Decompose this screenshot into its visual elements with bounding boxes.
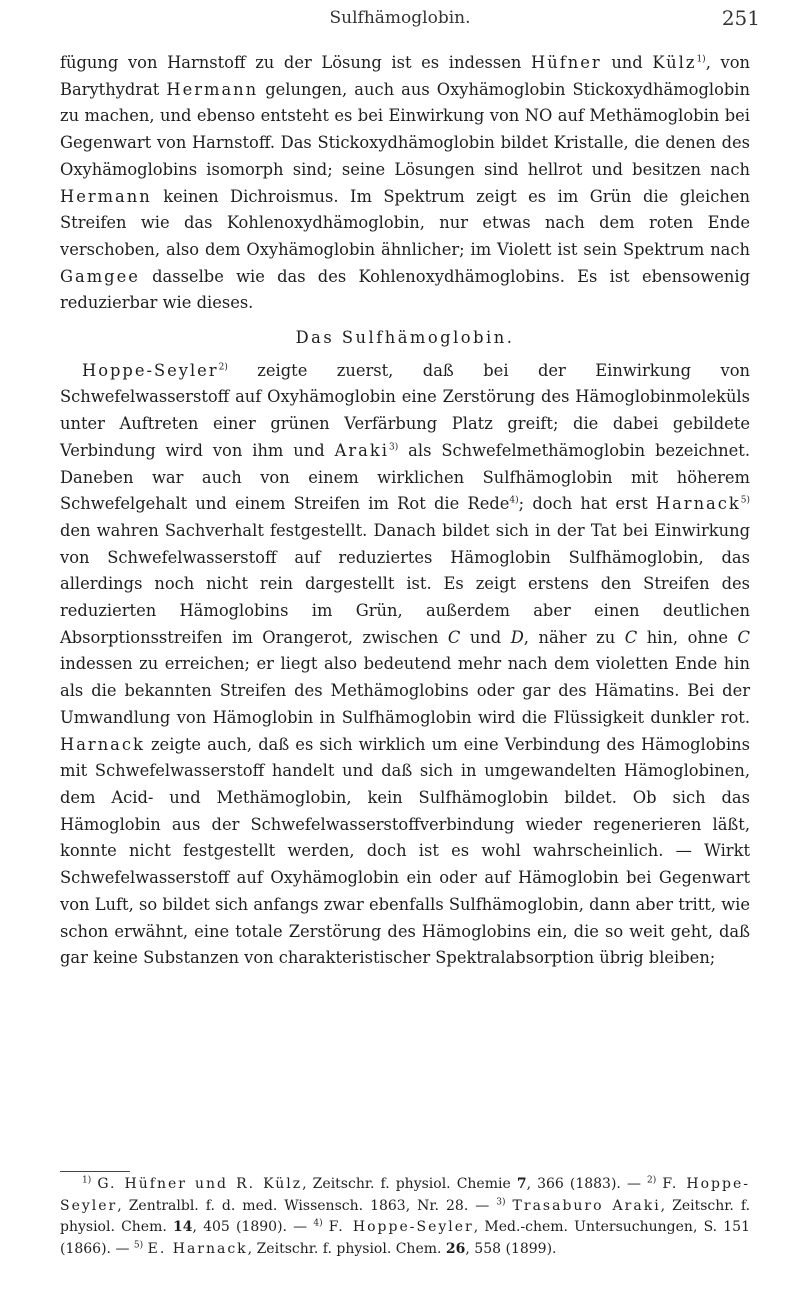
footnote-author: E. Harnack: [147, 1240, 248, 1257]
text-run: den wahren Sachverhalt festgestellt. Danach bildet sich in der Tat bei Einwirkung von Schwefelwasserstoff auf reduziertes Hämoglobin Sulfhämoglobin, das allerdings noch nicht rein dargestellt ist. Es zeigt erstens den Streifen des reduzierten Hämoglobins im Grün, außerdem aber einen deutlichen Absorptionsstreifen im Orangerot, zwischen: [60, 520, 750, 647]
paragraph-sulfhaemoglobin: [60, 358, 750, 972]
text-run: fügung von Harnstoff zu der Lösung ist es indessen: [60, 53, 532, 72]
volume-number: 7: [516, 1176, 527, 1192]
text-run: als Schwefelmethämoglobin bezeichnet. Daneben war auch von einem wirklichen Sulfhämoglobin mit höherem Schwefelgehalt und einem Streifen im Rot die Rede: [60, 440, 750, 514]
footnote-text: , Zeitschr. f. physiol. Chem.: [247, 1240, 446, 1257]
text-run: hin, ohne: [637, 627, 738, 647]
footnote-ref: 3): [388, 442, 399, 453]
text-run: keinen Dichroismus. Im Spektrum zeigt es im Grün die gleichen Streifen wie das Kohlenoxydhämoglobin, nur etwas nach dem roten Ende verschoben, also dem Oxyhämoglobin ähnlicher; im Violett ist sein Spektrum nach: [60, 186, 750, 259]
spectral-line-label: D: [510, 627, 524, 647]
author-name: Harnack: [655, 494, 741, 514]
author-name: Harnack: [60, 734, 145, 754]
footnote-mark: 1): [82, 1175, 92, 1186]
author-name: Hoppe-Seyler: [82, 360, 219, 380]
page-number: 251: [721, 6, 760, 30]
author-name: Hermann: [166, 79, 259, 99]
author-name: Araki: [334, 440, 389, 460]
footnote-mark: 2): [647, 1175, 657, 1186]
text-run: gelungen, auch aus Oxyhämoglobin Stickoxydhämoglobin zu machen, und ebenso entsteht es bei Einwirkung von NO auf Methämoglobin bei Gegenwart von Harnstoff. Das Stickoxydhämoglobin bildet Kristalle, die denen des Oxyhämoglobins isomorph sind; seine Lösungen sind hellrot und besitzen nach: [60, 79, 751, 179]
footnote-mark: 3): [496, 1196, 506, 1207]
text-run: indessen zu erreichen; er liegt also bedeutend mehr nach dem violetten Ende hin als die bekannten Streifen des Methämoglobins oder gar des Hämatins. Bei der Umwandlung von Hämoglobin in Sulfhämoglobin wird die Flüssigkeit dunkler rot.: [60, 654, 750, 727]
footnote-text: , 405 (1890). —: [192, 1219, 314, 1235]
text-run: zeigte zuerst, daß bei der Einwirkung von Schwefelwasserstoff auf Oxyhämoglobin eine Zerstörung des Hämoglobinmoleküls unter Auftreten einer grünen Verfärbung Platz greift; die dabei gebildete Verbindung wird von ihm und: [60, 360, 750, 460]
text-run: ; doch hat erst: [518, 494, 656, 514]
running-title: Sulfhämoglobin.: [329, 8, 471, 28]
footnote-ref: 1): [696, 54, 706, 65]
footnote-divider: [60, 1171, 130, 1172]
footnote-ref: 5): [740, 495, 750, 506]
author-name: Külz: [652, 53, 697, 72]
footnotes: [60, 1174, 750, 1260]
text-run: , von Barythydrat: [60, 53, 751, 99]
footnote-mark: 5): [133, 1239, 144, 1250]
volume-number: 14: [173, 1219, 193, 1235]
author-name: Gamgee: [60, 266, 140, 286]
footnote-text: , Zeitschr. f. physiol. Chem.: [60, 1197, 751, 1235]
footnote-text: , Zentralbl. f. d. med. Wissensch. 1863, Nr. 28. —: [117, 1197, 497, 1214]
paragraph-stickoxyd: [60, 50, 750, 317]
author-name: Hüfner: [531, 53, 602, 72]
footnote-text: , 366 (1883). —: [526, 1176, 648, 1192]
text-run: zeigte auch, daß es sich wirklich um eine Verbindung des Hämoglobins mit Schwefelwasserstoff handelt und daß sich in umgewandelten Hämoglobinen, dem Acid- und Methämoglobin, kein Sulfhämoglobin bildet. Ob sich das Hämoglobin aus der Schwefelwasserstoffverbindung wieder regenerieren läßt, konnte nicht festgestellt werden, doch ist es wohl wahrscheinlich. — Wirkt Schwefelwasserstoff auf Oxyhämoglobin ein oder auf Hämoglobin bei Gegenwart von Luft, so bildet sich anfangs zwar ebenfalls Sulfhämoglobin, dann aber tritt, wie schon erwähnt, eine totale Zerstörung des Hämoglobins ein, die so weit geht, daß gar keine Substanzen von charakteristischer Spektralabsorption übrig bleiben;: [60, 734, 750, 968]
footnote-author: F. Hoppe-Seyler: [60, 1176, 750, 1214]
footnote-text: , Zeitschr. f. physiol. Chemie: [302, 1176, 517, 1192]
footnote-text: , Med.-chem. Untersuchungen, S. 151 (1866). —: [60, 1219, 751, 1257]
footnote-block: [60, 1174, 750, 1260]
spectral-line-label: C: [447, 627, 461, 647]
footnote-author: F. Hoppe-Seyler: [328, 1219, 474, 1235]
footnote-ref: 2): [218, 362, 228, 373]
text-run: dasselbe wie das des Kohlenoxydhämoglobins. Es ist ebensowenig reduzierbar wie dieses.: [60, 266, 750, 313]
footnote-author: G. Hüfner und R. Külz: [97, 1176, 303, 1192]
section-heading: Das Sulfhämoglobin.: [295, 328, 515, 348]
text-run: und: [601, 53, 653, 72]
spectral-line-label: C: [624, 627, 638, 647]
footnote-text: , 558 (1899).: [465, 1240, 557, 1257]
spectral-line-label: C: [737, 627, 750, 647]
text-run: , näher zu: [523, 627, 625, 647]
author-name: Hermann: [60, 186, 152, 206]
footnote-author: Trasaburo Araki: [512, 1197, 661, 1214]
footnote-ref: 4): [509, 495, 519, 506]
footnote-mark: 4): [313, 1218, 323, 1229]
volume-number: 26: [445, 1240, 466, 1257]
text-run: und: [460, 627, 511, 647]
main-text: [60, 50, 750, 972]
